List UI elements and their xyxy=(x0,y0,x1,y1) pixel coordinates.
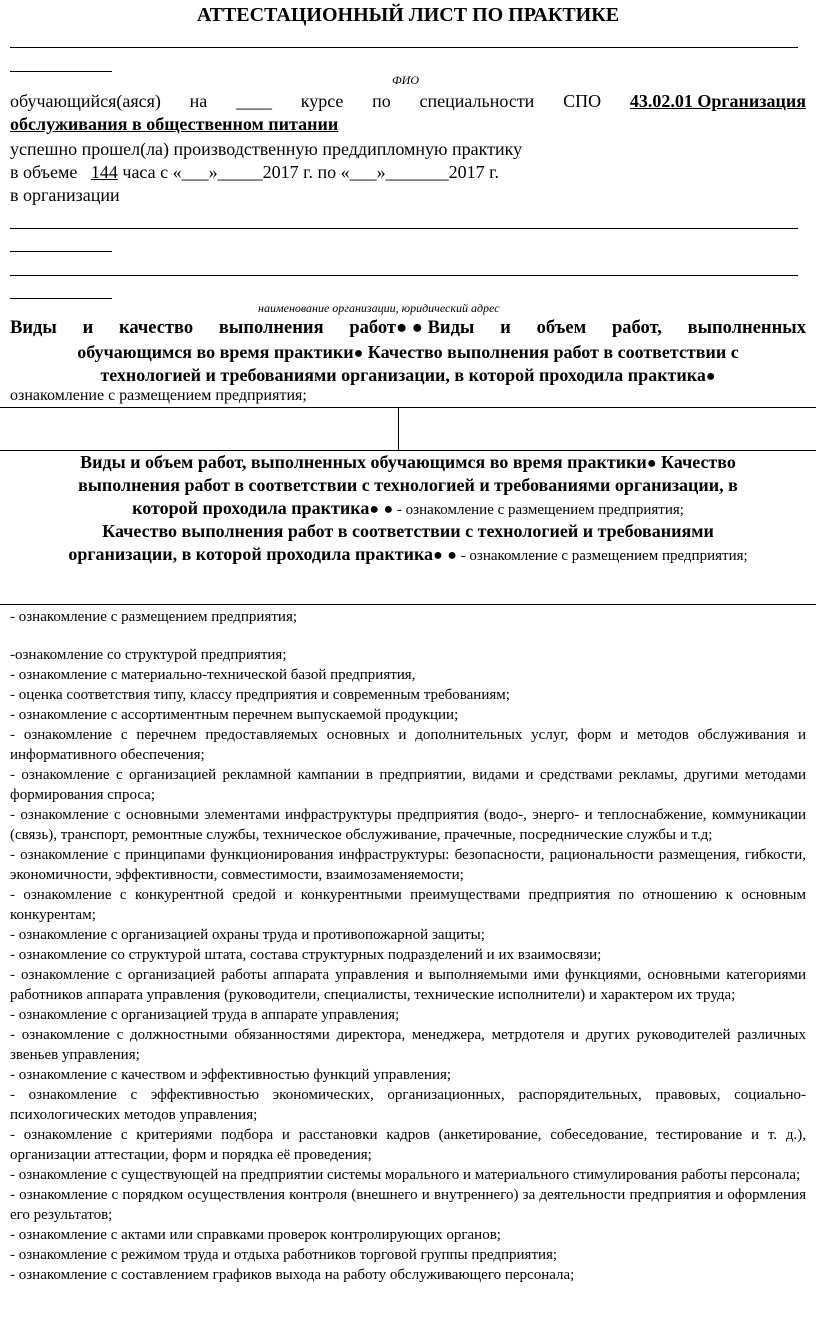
section1-line2-rest: Качество выполнения работ в соответствии с xyxy=(363,342,739,362)
section1-line3 xyxy=(0,365,816,386)
list-item: - ознакомление с основными элементами инфраструктуры предприятия (водо-, энерго- и теплоснабжение, коммуникации (связь), транспорт, ремонтные службы, техническое обслуживание, прачечные, посреднические службы и т.д; xyxy=(10,807,806,843)
volume-rest: часа с «___»_____2017 г. по «___»_______2017 г. xyxy=(122,162,499,182)
passed-practice-text: успешно прошел(ла) производственную преддипломную практику xyxy=(10,139,523,159)
bullet-icon: ● xyxy=(433,547,443,564)
section1-line2-text: обучающимся во время практики xyxy=(77,342,354,362)
list-item: - ознакомление с критериями подбора и расстановки кадров (анкетирование, собеседование, тестирование и т. д.), организации аттестации, форм и порядка её проведения; xyxy=(10,1127,806,1163)
section2-line1-text: Виды и объем работ, выполненных обучающимся во время практики xyxy=(80,452,647,472)
word: и xyxy=(500,318,511,338)
list-item: - ознакомление с принципами функционирования инфраструктуры: безопасности, рациональности размещения, гибкости, экономичности, эффективности, совместимости, взаимозаменяемости; xyxy=(10,847,806,883)
section2-line3 xyxy=(0,498,816,519)
course-blank: ____ xyxy=(235,91,272,111)
list-item: - оценка соответствия типу, классу предприятия и современным требованиям; xyxy=(10,687,510,703)
fio-blank-line-short xyxy=(10,71,112,72)
bullet-icon: ● xyxy=(353,345,364,362)
list-item: - ознакомление с перечнем предоставляемых основных и дополнительных услуг, форм и методов обслуживания и информативного обеспечения; xyxy=(10,727,806,763)
org-blank-line xyxy=(10,228,798,229)
section2-line5-rest: - ознакомление с размещением предприятия; xyxy=(456,548,748,564)
list-item: - ознакомление с составлением графиков выхода на работу обслуживающего персонала; xyxy=(10,1267,575,1283)
section1-line2 xyxy=(0,342,816,363)
word: и xyxy=(82,318,94,338)
section1-line3-text: технологией и требованиями организации, в которой проходила практика xyxy=(100,365,706,385)
organization-caption: наименование организации, юридический адрес xyxy=(258,301,500,315)
word: объем xyxy=(536,318,587,338)
list-item: - ознакомление с актами или справками проверок контролирующих органов; xyxy=(10,1227,501,1243)
word: по xyxy=(372,91,391,111)
list-item: - ознакомление с режимом труда и отдыха работников торговой группы предприятия; xyxy=(10,1247,558,1263)
list-item: - ознакомление с эффективностью экономических, организационных, распорядительных, правовых, социально-психологических методов управления; xyxy=(10,1087,806,1123)
student-line xyxy=(10,91,806,112)
list-item: -ознакомление со структурой предприятия; xyxy=(10,647,287,663)
list-item: - ознакомление с размещением предприятия; xyxy=(10,609,298,625)
empty-table-row xyxy=(0,407,816,451)
section2-line3-rest: - ознакомление с размещением предприятия; xyxy=(393,502,684,518)
list-item: - ознакомление с существующей на предприятии системы морального и материального стимулирования работы персонала; xyxy=(10,1167,801,1183)
bullet-icon: ● xyxy=(447,547,457,564)
section1-line1 xyxy=(10,318,806,339)
org-blank-line-short xyxy=(10,298,112,299)
word: обучающийся(аяся) xyxy=(10,91,161,111)
list-item: - ознакомление с организацией работы аппарата управления и выполняемыми ими функциями, основными категориями работников аппарата управления (руководители, специалисты, технические исполнители) и характером их труда; xyxy=(10,967,806,1003)
activities-list xyxy=(10,607,806,1285)
organization-label: в организации xyxy=(10,185,120,205)
specialty-code-name: 43.02.01 Организация xyxy=(629,91,806,111)
fio-caption: ФИО xyxy=(392,73,419,87)
org-blank-line xyxy=(10,275,798,276)
word: на xyxy=(189,91,208,111)
list-item: - ознакомление с материально-технической базой предприятия, xyxy=(10,667,416,683)
bullet-icon: ● xyxy=(646,455,657,472)
word: Виды xyxy=(10,318,57,338)
bullet-icon: ● xyxy=(369,501,379,518)
bullet-icon: ● xyxy=(383,501,394,518)
word: выполненных xyxy=(687,318,806,338)
document-title: АТТЕСТАЦИОННЫЙ ЛИСТ ПО ПРАКТИКЕ xyxy=(196,4,620,26)
list-item: - ознакомление с порядком осуществления контроля (внешнего и внутреннего) за деятельности предприятия и оформления его результатов; xyxy=(10,1187,806,1223)
word: специальности xyxy=(419,91,535,111)
list-item: - ознакомление с должностными обязанностями директора, менеджера, метрдотеля и других руководителей различных звеньев управления; xyxy=(10,1027,806,1063)
volume-prefix: в объеме xyxy=(10,162,78,182)
word: выполнения xyxy=(218,318,324,338)
list-item: - ознакомление со структурой штата, состава структурных подразделений и их взаимосвязи; xyxy=(10,947,602,963)
list-item: - ознакомление с организацией рекламной кампании в предприятии, видами и средствами рекламы, другими методами формирования спроса; xyxy=(10,767,806,803)
section-separator xyxy=(0,604,816,605)
bullet-icon: ● xyxy=(705,368,716,385)
word: работ, xyxy=(611,318,662,338)
org-blank-line-short xyxy=(10,251,112,252)
volume-line xyxy=(10,162,499,183)
word: качество xyxy=(118,318,194,338)
section2-line3-text: которой проходила практика xyxy=(132,498,370,518)
hours-value: 144 xyxy=(90,162,118,182)
section2-line2: выполнения работ в соответствии с технологией и требованиями организации, в xyxy=(78,475,738,495)
section2-line1-rest: Качество xyxy=(656,452,736,472)
section2-line5 xyxy=(0,544,816,565)
section2-line5-text: организации, в которой проходила практика xyxy=(68,544,434,564)
section2-line1 xyxy=(0,452,816,473)
list-item: - ознакомление с конкурентной средой и конкурентными преимуществами предприятия по отношению к основным конкурентам; xyxy=(10,887,806,923)
table-column-divider xyxy=(398,408,399,450)
fio-blank-line xyxy=(10,47,798,48)
list-item: - ознакомление с организацией труда в аппарате управления; xyxy=(10,1007,400,1023)
section2-line4: Качество выполнения работ в соответствии с технологией и требованиями xyxy=(102,521,714,541)
specialty-continuation: обслуживания в общественном питании xyxy=(10,114,339,134)
word: работ● ● Виды xyxy=(349,318,475,338)
section1-line4: ознакомление с размещением предприятия; xyxy=(10,387,307,404)
list-item: - ознакомление с ассортиментным перечнем выпускаемой продукции; xyxy=(10,707,459,723)
word: СПО xyxy=(563,91,602,111)
list-item: - ознакомление с качеством и эффективностью функций управления; xyxy=(10,1067,452,1083)
word: курсе xyxy=(300,91,344,111)
list-item: - ознакомление с организацией охраны труда и противопожарной защиты; xyxy=(10,927,485,943)
